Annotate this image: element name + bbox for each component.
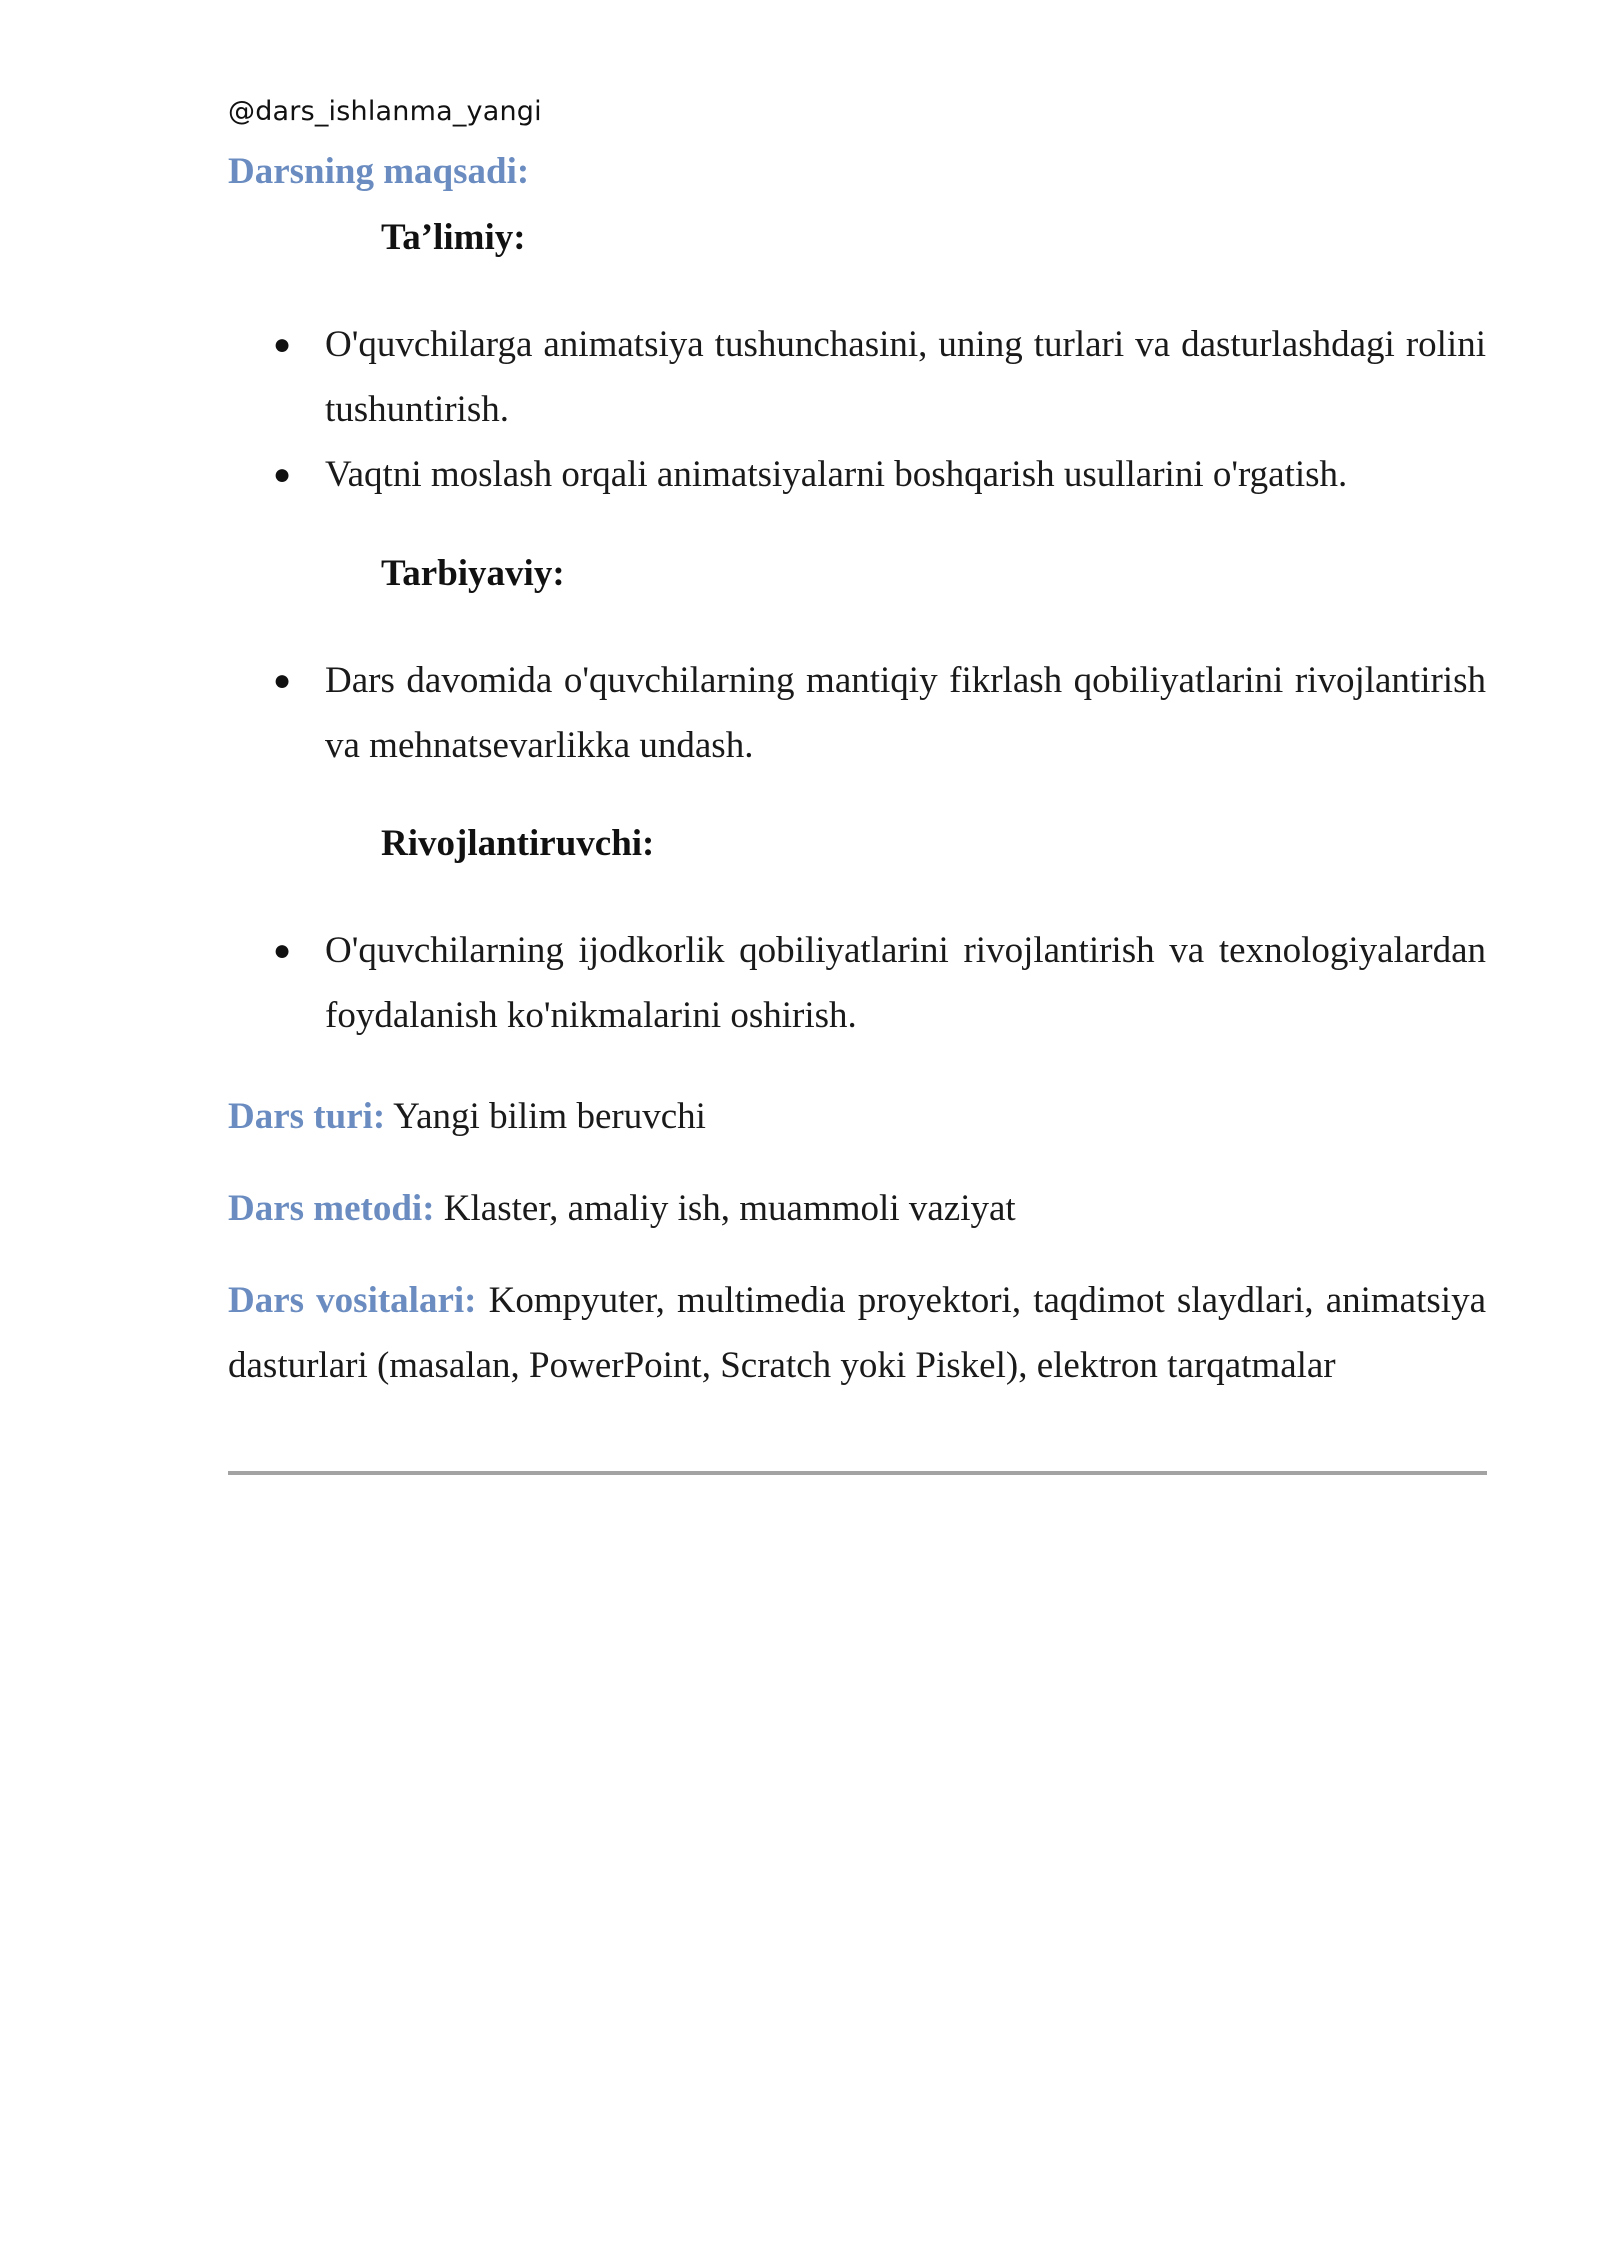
lesson-tools-value: Kompyuter, multimedia proyektori, taqdimot slaydlari, animatsiya dasturlari (masalan, PowerPoint, Scratch yoki Piskel), elektron tarqatmalar — [228, 1280, 1486, 1386]
lesson-method-value: Klaster, amaliy ish, muammoli vaziyat — [443, 1188, 1016, 1229]
bullet-icon: ● — [273, 458, 292, 491]
list-item — [228, 918, 1486, 1048]
watermark-handle: @dars_ishlanma_yangi — [228, 96, 542, 127]
list-item-text: O'quvchilarga animatsiya tushunchasini, uning turlari va dasturlashdagi rolini tushuntirish. — [325, 324, 1486, 430]
list-item — [228, 648, 1486, 778]
lesson-goals-heading: Darsning maqsadi: — [228, 151, 530, 192]
developmental-goal-title: Rivojlantiruvchi: — [381, 823, 655, 864]
educational-goal-list — [228, 312, 1486, 507]
horizontal-divider — [228, 1471, 1487, 1475]
lesson-type-label: Dars turi: — [228, 1096, 386, 1137]
lesson-method-label: Dars metodi: — [228, 1188, 435, 1229]
bullet-icon: ● — [273, 328, 292, 361]
lesson-method-field — [228, 1176, 1486, 1241]
list-item — [228, 442, 1486, 507]
bullet-icon: ● — [273, 664, 292, 697]
lesson-tools-field — [228, 1268, 1486, 1398]
list-item-text: Dars davomida o'quvchilarning mantiqiy fikrlash qobiliyatlarini rivojlantirish va mehnatsevarlikka undash. — [325, 660, 1486, 766]
list-item-text: Vaqtni moslash orqali animatsiyalarni boshqarish usullarini o'rgatish. — [325, 454, 1348, 495]
upbringing-goal-list — [228, 648, 1486, 778]
list-item — [228, 312, 1486, 442]
upbringing-goal-title: Tarbiyaviy: — [381, 553, 565, 594]
lesson-type-field — [228, 1084, 1486, 1149]
educational-goal-title: Ta’limiy: — [381, 217, 526, 258]
bullet-icon: ● — [273, 934, 292, 967]
lesson-tools-label: Dars vositalari: — [228, 1280, 477, 1321]
lesson-type-value: Yangi bilim beruvchi — [393, 1096, 706, 1137]
developmental-goal-list — [228, 918, 1486, 1048]
list-item-text: O'quvchilarning ijodkorlik qobiliyatlarini rivojlantirish va texnologiyalardan foydalanish ko'nikmalarini oshirish. — [325, 930, 1486, 1036]
